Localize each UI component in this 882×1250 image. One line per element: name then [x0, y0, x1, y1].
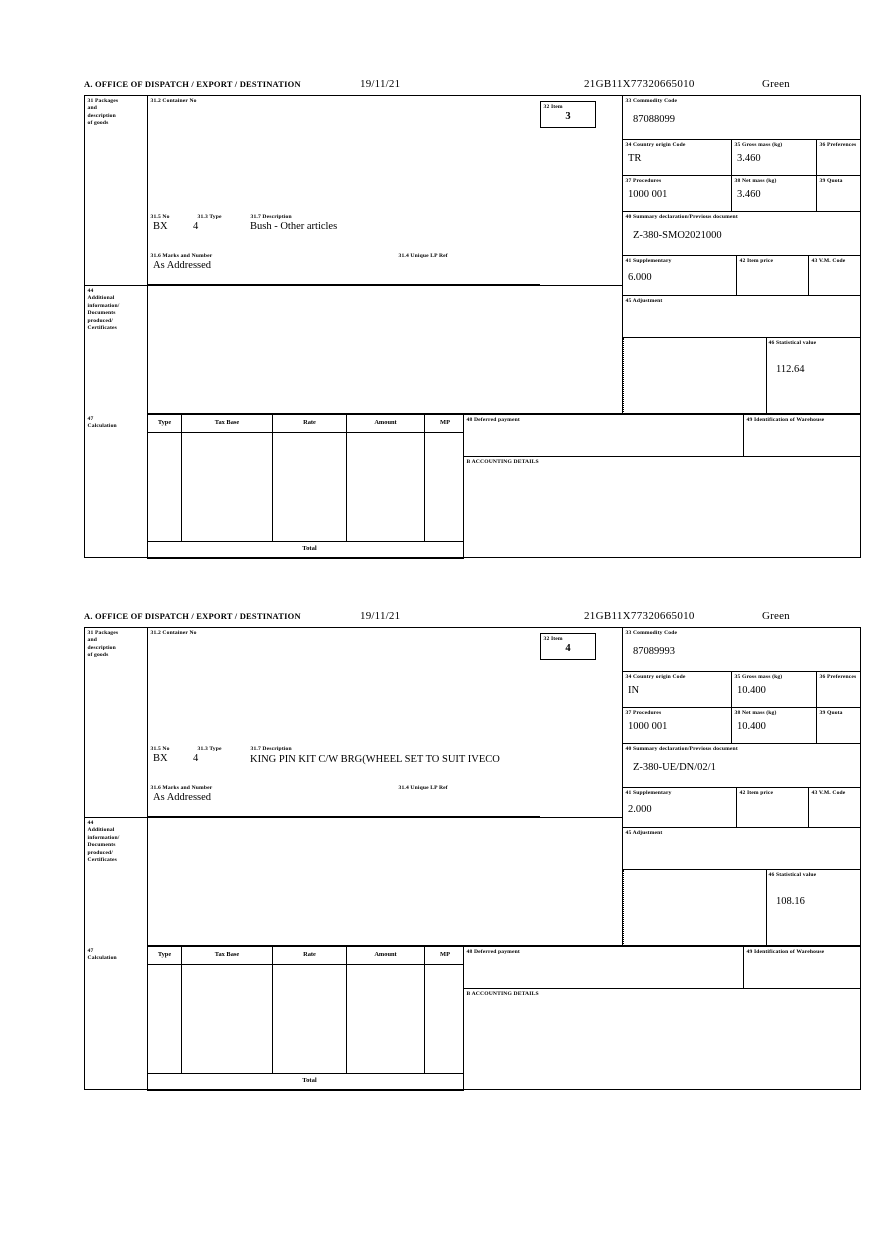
- calc-col-type-header-2: Type: [157, 951, 172, 958]
- movement-reference-number: 21GB11X77320665010: [584, 78, 695, 90]
- field-43-label-2: 43 V.M. Code: [811, 789, 846, 796]
- field-41-label: 41 Supplementary: [625, 257, 672, 264]
- statistical-value-value-2: 108.16: [776, 896, 805, 907]
- field-42-label: 42 Item price: [739, 257, 774, 264]
- packages-no-value: BX: [153, 221, 168, 232]
- procedures-value: 1000 001: [628, 189, 668, 201]
- calc-col-mp-header: MP: [440, 419, 450, 426]
- customs-declaration-form-1: [84, 78, 861, 558]
- item-number-value-2: 4: [565, 643, 571, 655]
- field-46-statistical-value-2: [622, 870, 860, 946]
- field-31-5-no-label: 31.5 No: [150, 213, 170, 220]
- field-35-label-2: 35 Gross mass (kg): [734, 673, 783, 680]
- packages-type-value-2: 4: [193, 753, 199, 764]
- field-37-label: 37 Procedures: [625, 177, 662, 184]
- item-number-value: 3: [565, 111, 571, 123]
- field-48-label-2: 48 Deferred payment: [466, 948, 520, 955]
- net-mass-value-2: 10.400: [737, 721, 766, 733]
- field-44-additional-information-2: [85, 817, 147, 946]
- form-grid-2: [84, 627, 861, 1090]
- field-31-2-container-no-label-2: 31.2 Container No: [150, 629, 197, 636]
- field-39-quota-2: [817, 708, 860, 744]
- marks-and-number-value-2: As Addressed: [153, 792, 212, 803]
- field-35-label: 35 Gross mass (kg): [734, 141, 783, 148]
- field-31-label: 31 Packages and description of goods: [87, 97, 119, 127]
- field-31-5-no-label-2: 31.5 No: [150, 745, 170, 752]
- calc-col-type-header: Type: [157, 419, 172, 426]
- field-31-description-area-2: [147, 628, 540, 817]
- field-31-packages-2: [85, 628, 147, 817]
- form-header-1: [84, 78, 861, 95]
- calc-col-amount-header-2: Amount: [374, 951, 397, 958]
- field-31-7-description-label: 31.7 Description: [250, 213, 292, 220]
- field-49-label-2: 49 Identification of Warehouse: [746, 948, 825, 955]
- field-b-label-2: B ACCOUNTING DETAILS: [466, 990, 539, 997]
- calc-col-mp-header-2: MP: [440, 951, 450, 958]
- field-42-label-2: 42 Item price: [739, 789, 774, 796]
- field-41-supplementary: [622, 256, 737, 296]
- field-35-gross-mass: [732, 140, 817, 176]
- field-49-label: 49 Identification of Warehouse: [746, 416, 825, 423]
- field-48-deferred-payment-2: [464, 946, 743, 989]
- field-38-label: 38 Net mass (kg): [734, 177, 777, 184]
- field-47-calculation-2: [85, 946, 147, 1091]
- country-origin-value-2: IN: [628, 685, 640, 697]
- country-origin-value: TR: [628, 153, 642, 165]
- field-39-label-2: 39 Quota: [819, 709, 843, 716]
- field-48-deferred-payment: [464, 414, 743, 457]
- field-31-3-type-label-2: 31.3 Type: [197, 745, 222, 752]
- field-41-label-2: 41 Supplementary: [625, 789, 672, 796]
- field-47-label-2: 47 Calculation: [87, 947, 117, 962]
- field-43-vm-code: [809, 256, 860, 296]
- field-46-label-2: 46 Statistical value: [768, 871, 817, 878]
- calc-col-taxbase-header-2: Tax Base: [214, 951, 240, 958]
- packages-no-value-2: BX: [153, 753, 168, 764]
- field-31-2-container-no-label: 31.2 Container No: [150, 97, 197, 104]
- field-46-statistical-value: [622, 338, 860, 414]
- gross-mass-value: 3.460: [737, 153, 761, 165]
- calc-col-rate-header-2: Rate: [303, 951, 316, 958]
- field-36-label-2: 36 Preferences: [819, 673, 857, 680]
- supplementary-value-2: 2.000: [628, 804, 652, 816]
- field-36-preferences: [817, 140, 860, 176]
- calc-col-rate-header: Rate: [303, 419, 316, 426]
- field-33-label-2: 33 Commodity Code: [625, 629, 678, 636]
- field-32-item-box-2: [540, 633, 596, 660]
- field-45-label: 45 Adjustment: [625, 297, 663, 304]
- field-31-4-lpref-label-2: 31.4 Unique LP Ref: [398, 784, 448, 791]
- field-45-adjustment: [622, 296, 860, 338]
- packages-description-value: Bush - Other articles: [250, 221, 338, 232]
- field-32-item-label: 32 Item: [543, 103, 563, 110]
- calculation-table: [147, 414, 464, 559]
- field-31-packages: [85, 96, 147, 285]
- field-34-label: 34 Country origin Code: [625, 141, 686, 148]
- field-48-label: 48 Deferred payment: [466, 416, 520, 423]
- field-b-accounting-details: [464, 457, 860, 559]
- field-36-preferences-2: [817, 672, 860, 708]
- field-32-item-box: [540, 101, 596, 128]
- field-b-accounting-details-2: [464, 989, 860, 1091]
- office-of-dispatch-label: A. OFFICE OF DISPATCH / EXPORT / DESTINATION: [84, 79, 301, 89]
- field-37-procedures-2: [622, 708, 732, 744]
- field-37-label-2: 37 Procedures: [625, 709, 662, 716]
- field-34-country-origin-2: [622, 672, 732, 708]
- field-40-previous-document-2: [622, 744, 860, 788]
- commodity-code-value: 87088099: [633, 114, 675, 126]
- calculation-table-2: [147, 946, 464, 1091]
- calc-col-taxbase-header: Tax Base: [214, 419, 240, 426]
- commodity-code-value-2: 87089993: [633, 646, 675, 658]
- field-31-7-description-label-2: 31.7 Description: [250, 745, 292, 752]
- field-31-4-lpref-label: 31.4 Unique LP Ref: [398, 252, 448, 259]
- procedures-value-2: 1000 001: [628, 721, 668, 733]
- field-38-net-mass-2: [732, 708, 817, 744]
- declaration-date-2: 19/11/21: [360, 610, 401, 622]
- field-43-vm-code-2: [809, 788, 860, 828]
- field-31-label-2: 31 Packages and description of goods: [87, 629, 119, 659]
- field-44-label-2: 44 Additional information/ Documents produced/ Certificates: [87, 819, 120, 864]
- field-31-6-marks-label: 31.6 Marks and Number: [150, 252, 213, 259]
- field-43-label: 43 V.M. Code: [811, 257, 846, 264]
- field-31-3-type-label: 31.3 Type: [197, 213, 222, 220]
- field-41-supplementary-2: [622, 788, 737, 828]
- field-35-gross-mass-2: [732, 672, 817, 708]
- field-42-item-price: [737, 256, 809, 296]
- field-49-warehouse-identification: [743, 414, 860, 457]
- field-47-calculation: [85, 414, 147, 559]
- field-32-item-label-2: 32 Item: [543, 635, 563, 642]
- field-44-content: [147, 285, 622, 414]
- calc-total-label-2: Total: [302, 1077, 317, 1084]
- field-36-label: 36 Preferences: [819, 141, 857, 148]
- field-39-label: 39 Quota: [819, 177, 843, 184]
- form-header-2: [84, 610, 861, 627]
- field-33-commodity-code-2: [622, 628, 860, 672]
- field-b-label: B ACCOUNTING DETAILS: [466, 458, 539, 465]
- net-mass-value: 3.460: [737, 189, 761, 201]
- calc-total-label: Total: [302, 545, 317, 552]
- customs-lane: Green: [762, 78, 790, 90]
- customs-declaration-form-2: [84, 610, 861, 1090]
- field-37-procedures: [622, 176, 732, 212]
- supplementary-value: 6.000: [628, 272, 652, 284]
- previous-document-value-2: Z-380-UE/DN/02/1: [633, 762, 716, 774]
- field-31-description-area: [147, 96, 540, 285]
- field-31-6-marks-label-2: 31.6 Marks and Number: [150, 784, 213, 791]
- packages-type-value: 4: [193, 221, 199, 232]
- declaration-date: 19/11/21: [360, 78, 401, 90]
- field-44-content-2: [147, 817, 622, 946]
- marks-and-number-value: As Addressed: [153, 260, 212, 271]
- field-46-label: 46 Statistical value: [768, 339, 817, 346]
- field-47-label: 47 Calculation: [87, 415, 117, 430]
- form-grid-1: [84, 95, 861, 558]
- field-38-net-mass: [732, 176, 817, 212]
- field-49-warehouse-identification-2: [743, 946, 860, 989]
- gross-mass-value-2: 10.400: [737, 685, 766, 697]
- field-45-label-2: 45 Adjustment: [625, 829, 663, 836]
- field-44-additional-information: [85, 285, 147, 414]
- packages-description-value-2: KING PIN KIT C/W BRG(WHEEL SET TO SUIT IVECO: [250, 754, 500, 765]
- field-38-label-2: 38 Net mass (kg): [734, 709, 777, 716]
- field-40-previous-document: [622, 212, 860, 256]
- field-33-commodity-code: [622, 96, 860, 140]
- field-39-quota: [817, 176, 860, 212]
- customs-lane-2: Green: [762, 610, 790, 622]
- field-34-label-2: 34 Country origin Code: [625, 673, 686, 680]
- field-40-label-2: 40 Summary declaration/Previous document: [625, 745, 738, 752]
- office-of-dispatch-label-2: A. OFFICE OF DISPATCH / EXPORT / DESTINATION: [84, 611, 301, 621]
- statistical-value-value: 112.64: [776, 364, 805, 375]
- field-44-label: 44 Additional information/ Documents produced/ Certificates: [87, 287, 120, 332]
- field-40-label: 40 Summary declaration/Previous document: [625, 213, 738, 220]
- calc-col-amount-header: Amount: [374, 419, 397, 426]
- previous-document-value: Z-380-SMO2021000: [633, 230, 722, 242]
- field-34-country-origin: [622, 140, 732, 176]
- movement-reference-number-2: 21GB11X77320665010: [584, 610, 695, 622]
- field-33-label: 33 Commodity Code: [625, 97, 678, 104]
- field-45-adjustment-2: [622, 828, 860, 870]
- field-42-item-price-2: [737, 788, 809, 828]
